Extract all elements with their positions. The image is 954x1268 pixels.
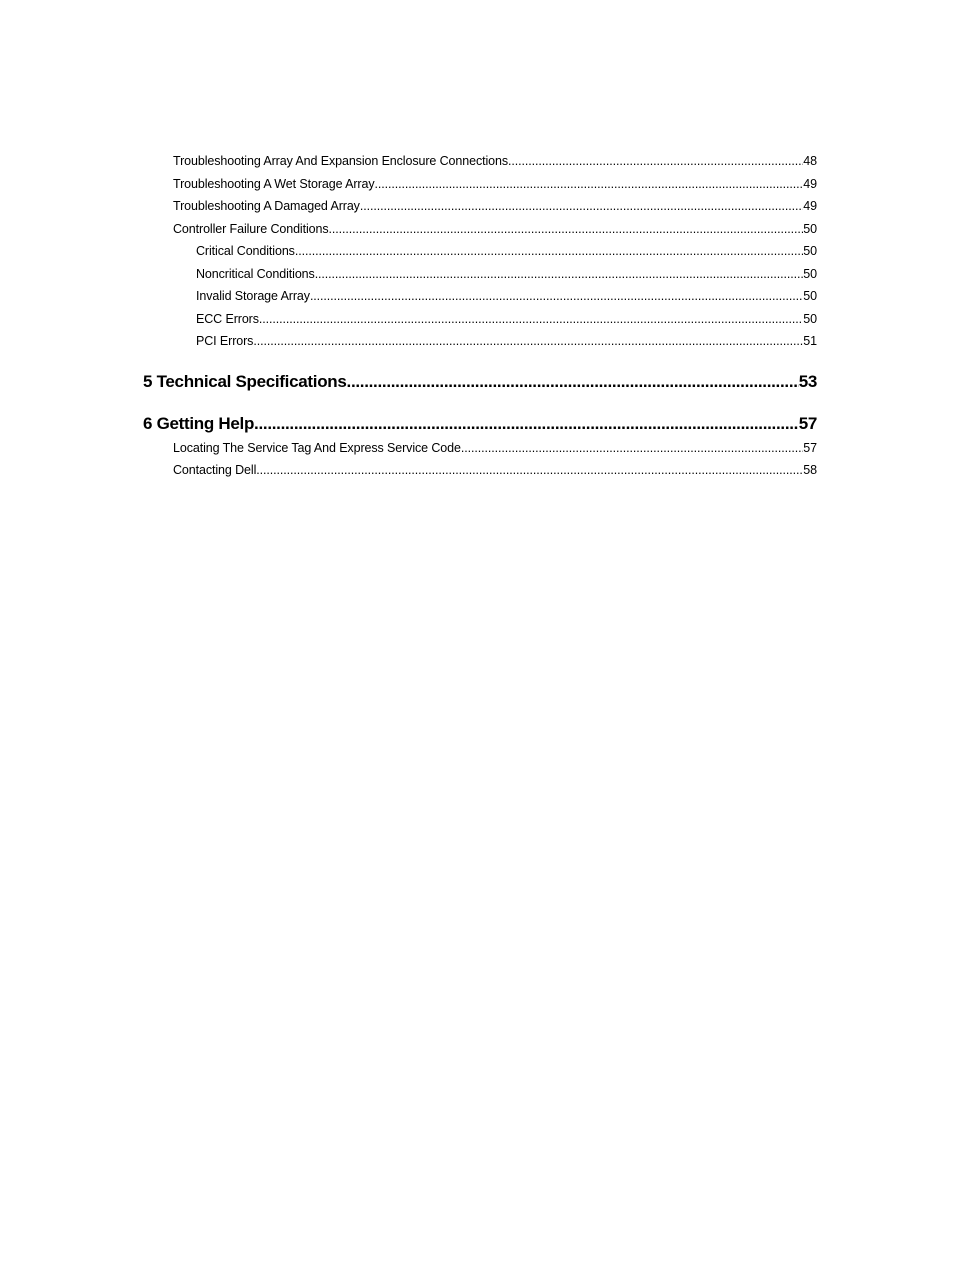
table-of-contents <box>143 150 817 482</box>
toc-leader-dots <box>329 218 804 241</box>
toc-leader-dots <box>256 459 803 482</box>
toc-page-number: 50 <box>803 244 817 258</box>
toc-leader-dots <box>310 285 803 308</box>
toc-leader-dots <box>508 150 803 173</box>
toc-leader-dots <box>295 240 803 263</box>
toc-entry-pci-errors[interactable] <box>143 330 817 353</box>
toc-page-number: 50 <box>803 221 817 236</box>
toc-entry-critical-conditions[interactable] <box>143 240 817 263</box>
toc-leader-dots <box>315 263 804 286</box>
toc-entry-noncritical-conditions[interactable] <box>143 263 817 286</box>
toc-page-number: 49 <box>803 176 817 191</box>
toc-page-number: 57 <box>798 413 817 433</box>
toc-leader-dots <box>360 195 803 218</box>
toc-entry-label: Troubleshooting Array And Expansion Enclosure Connections <box>173 154 509 168</box>
toc-leader-dots <box>374 173 803 196</box>
toc-page-number: 51 <box>803 334 817 348</box>
toc-entry-label: Noncritical Conditions <box>196 266 315 281</box>
toc-page-number: 50 <box>803 311 817 326</box>
toc-leader-dots <box>347 369 799 395</box>
toc-chapter-label: 5 Technical Specifications <box>143 371 347 391</box>
toc-leader-dots <box>461 437 803 460</box>
toc-chapter-label: 6 Getting Help <box>143 413 255 433</box>
toc-entry-label: Controller Failure Conditions <box>173 221 329 236</box>
toc-chapter-technical-specifications[interactable] <box>143 369 817 395</box>
toc-entry-label: Invalid Storage Array <box>196 289 310 303</box>
toc-entry-label: Locating The Service Tag And Express Service Code <box>173 440 461 455</box>
toc-page-number: 50 <box>803 289 817 303</box>
toc-leader-dots <box>253 330 803 353</box>
toc-entry-label: PCI Errors <box>196 334 254 348</box>
toc-leader-dots <box>259 308 803 331</box>
toc-entry-invalid-storage-array[interactable] <box>143 285 817 308</box>
toc-entry-label: Contacting Dell <box>173 463 257 477</box>
toc-entry-contacting-dell[interactable] <box>143 459 817 482</box>
toc-page-number: 53 <box>798 371 817 391</box>
toc-chapter-getting-help[interactable] <box>143 411 817 437</box>
toc-entry-troubleshooting-connections[interactable] <box>143 150 817 173</box>
toc-entry-service-tag[interactable] <box>143 437 817 460</box>
toc-entry-controller-failure[interactable] <box>143 218 817 241</box>
toc-entry-wet-storage-array[interactable] <box>143 173 817 196</box>
toc-entry-label: ECC Errors <box>196 311 259 326</box>
toc-entry-damaged-array[interactable] <box>143 195 817 218</box>
toc-entry-label: Troubleshooting A Wet Storage Array <box>173 176 375 191</box>
toc-entry-label: Troubleshooting A Damaged Array <box>173 199 360 213</box>
toc-page-number: 48 <box>803 154 817 168</box>
toc-entry-ecc-errors[interactable] <box>143 308 817 331</box>
toc-page-number: 49 <box>803 199 817 213</box>
toc-leader-dots <box>254 411 799 437</box>
toc-page-number: 57 <box>803 440 817 455</box>
toc-page-number: 58 <box>803 463 817 477</box>
toc-page-number: 50 <box>803 266 817 281</box>
toc-entry-label: Critical Conditions <box>196 244 295 258</box>
